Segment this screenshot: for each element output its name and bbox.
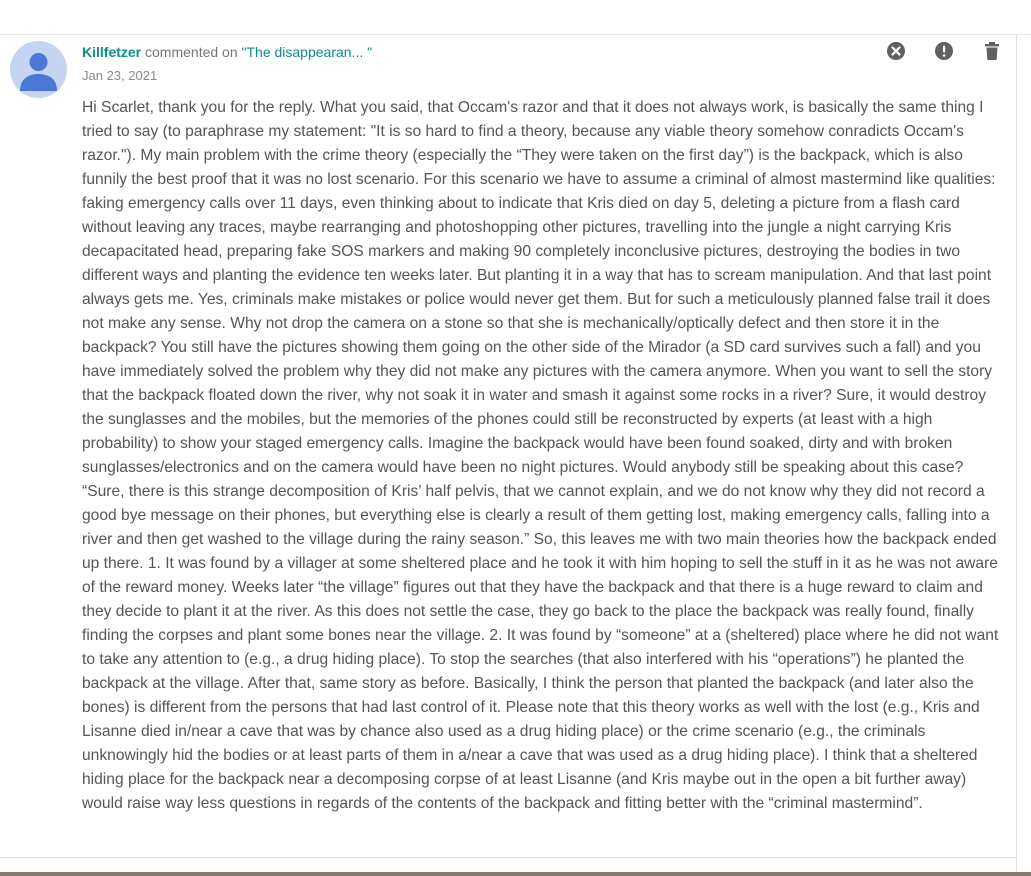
right-divider [1016,34,1017,876]
post-title-link[interactable]: "The disappearan... " [241,44,373,60]
comment-actions [884,39,1004,63]
bottom-edge [0,872,1031,876]
comment-meta [82,43,372,61]
comment-date: Jan 23, 2021 [82,68,158,83]
top-bar [0,0,1031,35]
trash-icon[interactable] [980,39,1004,63]
comment-body: Hi Scarlet, thank you for the reply. What you said, that Occam's razor and that it does not always work, is basically the same thing I tried to say (to paraphrase my statement: "It is so hard to find a theory, because any viable theory somehow conradicts Occam's razor."). My main problem with the crime theory (especially the “They were taken on the first day”) is the backpack, which is also funnily the best proof that it was no lost scenario. For this scenario we have to assume a criminal of almost mastermind like qualities: faking emergency calls over 11 days, even thinking about to indicate that Kris died on day 5, deleting a picture from a flash card without leaving any traces, maybe rearranging and photoshopping other pictures, travelling into the jungle a night carrying Kris decapacitated head, preparing fake SOS markers and making 90 completely inconclusive pictures, destroying the bodies in two different ways and planting the evidence ten weeks later. But planting it in a way that has to scream manipulation. And that last point always gets me. Yes, criminals make mistakes or police would never get them. But for such a meticulously planned false trail it does not make any sense. Why not drop the camera on a stone so that she is mechanically/optically defect and then store it in the backpack? You still have the pictures showing them going on the other side of the Mirador (a SD card survives such a fall) and you have immediately solved the problem why they did not make any pictures with the camera anymore. When you want to sell the story that the backpack floated down the river, why not soak it in water and smash it against some rocks in a river? Sure, it would destroy the sunglasses and the mobiles, but the memories of the phones could still be reconstructed by experts (at least with a high probability) to show your staged emergency calls. Imagine the backpack would have been found soaked, dirty and with broken sunglasses/electronics and on the camera would have been no night pictures. Would anybody still be speaking about this case? “Sure, there is this strange decomposition of Kris’ half pelvis, that we cannot explain, and we do not know why they did not record a good bye message on their phones, but everything else is clearly a result of them getting lost, making emergency calls, falling into a river and then get washed to the village during the rainy season.” So, this leaves me with two main theories how the backpack ended up there. 1. It was found by a villager at some sheltered place and he took it with him hoping to sell the stuff in it as he was not aware of the reward money. Weeks later “the village” figures out that they have the backpack and that there is a huge reward to claim and they decide to plant it at the river. As this does not settle the case, they go back to the place the backpack was really found, finally finding the corpses and plant some bones near the village. 2. It was found by “someone” at a (sheltered) place where he did not want to take any attention to (e.g., a drug hiding place). To stop the searches (that also interfered with his “operations”) he planted the backpack at the village. After that, same story as before. Basically, I think the person that planted the backpack (and later also the bones) is different from the persons that had last control of it. Please note that this theory works as well with the lost (e.g., Kris and Lisanne died in/near a cave that was by chance also used as a drug hiding place) or the crime scenario (e.g., the criminals unknowingly hid the bodies or at least parts of them in a/near a cave that was used as a drug hiding place). I think that a sheltered hiding place for the backpack near a decomposing corpse of at least Lisanne (and Kris maybe out in the open a bit further away) would raise way less questions in regards of the contents of the backpack and fitting better with the “criminal mastermind”. [82,99,999,812]
comment-divider [0,857,1016,858]
alert-circle-icon[interactable] [932,39,956,63]
comment-card [0,35,1016,857]
close-circle-icon[interactable] [884,39,908,63]
user-avatar-icon[interactable] [10,41,67,98]
action-text: commented on [145,44,238,60]
author-link[interactable]: Killfetzer [82,44,142,60]
